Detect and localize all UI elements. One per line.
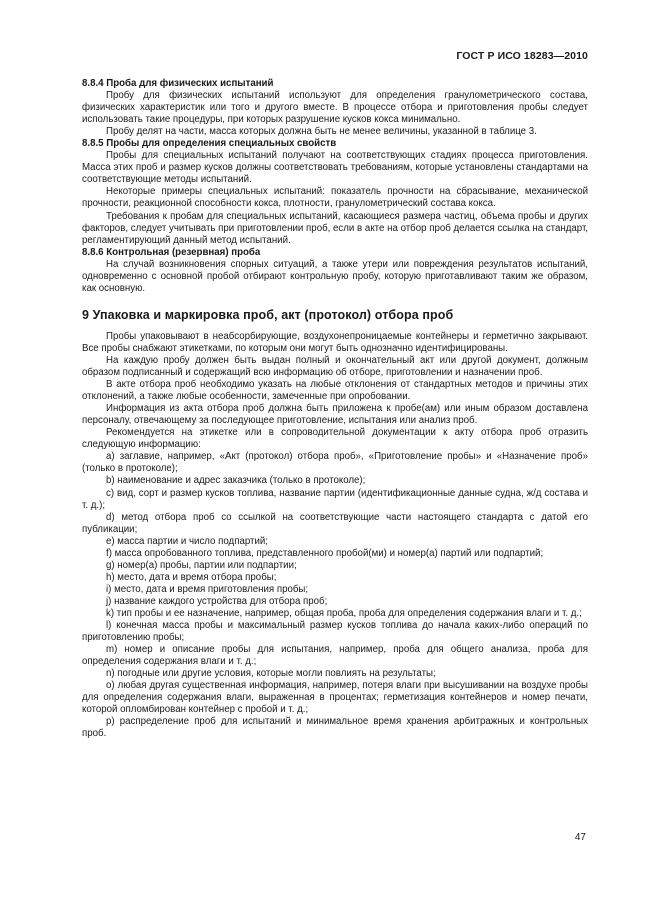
section-8-8-4-paragraph-1: Пробу для физических испытаний используют для определения гранулометрического состава, физических характеристик или того и другого вместе. В процессе отбора и приготовления пробы следует использовать такие процедуры, при которых разрушение кусков кокса минимально.	[82, 90, 588, 126]
section-9-paragraph-1: Пробы упаковывают в неабсорбирующие, воздухонепроницаемые контейнеры и герметично закрывают. Все пробы снабжают этикетками, по которым они могут быть однозначно идентифицированы.	[82, 330, 588, 354]
section-8-8-5-paragraph-1: Пробы для специальных испытаний получают на соответствующих стадиях процесса приготовления. Масса этих проб и размер кусков должны соответствовать требованиям, которые установлены стандартами на соответствующие методы испытаний.	[82, 150, 588, 186]
list-item: l) конечная масса пробы и максимальный размер кусков топлива до начала каких-либо операций по приготовлению пробы;	[82, 620, 588, 644]
section-8-8-6-paragraph-1: На случай возникновения спорных ситуаций, а также утери или повреждения результатов испытаний, одновременно с основной пробой отбирают контрольную пробу, которую приготавливают таким же образом, как основную.	[82, 258, 588, 294]
list-item: e) масса партии и число подпартий;	[106, 535, 268, 547]
section-9-paragraph-3: В акте отбора проб необходимо указать на любые отклонения от стандартных методов и причины этих отклонений, а также любые особенности, замеченные при опробовании.	[82, 379, 588, 403]
section-8-8-5-paragraph-3: Требования к пробам для специальных испытаний, касающиеся размера частиц, объема пробы и других факторов, следует учитывать при приготовлении проб, если в акте на отбор проб делается ссылка на стандарт, регламентирующий данный метод испытаний.	[82, 210, 588, 246]
list-item: b) наименование и адрес заказчика (только в протоколе);	[106, 475, 366, 487]
list-item: g) номер(а) пробы, партии или подпартии;	[106, 559, 297, 571]
list-item: i) место, дата и время приготовления пробы;	[106, 583, 309, 595]
section-8-8-6-title: 8.8.6 Контрольная (резервная) проба	[82, 246, 261, 258]
section-9-paragraph-5: Рекомендуется на этикетке или в сопроводительной документации к акту отбора проб отразить следующую информацию:	[82, 427, 588, 451]
list-item: d) метод отбора проб со ссылкой на соответствующие части настоящего стандарта с датой его публикации;	[82, 511, 588, 535]
document-header: ГОСТ Р ИСО 18283—2010	[456, 50, 588, 62]
section-8-8-5-paragraph-2: Некоторые примеры специальных испытаний: показатель прочности на сбрасывание, механической прочности, реакционной способности кокса, плотности, гранулометрический состава кокса.	[82, 186, 588, 210]
list-item: m) номер и описание пробы для испытания, например, проба для общего анализа, проба для определения содержания влаги и т. д.;	[82, 644, 588, 668]
section-9-paragraph-2: На каждую пробу должен быть выдан полный и окончательный акт или другой документ, должным образом подписанный и содержащий всю информацию об отборе, приготовлении и назначении проб.	[82, 354, 588, 379]
section-8-8-4-title: 8.8.4 Проба для физических испытаний	[82, 78, 274, 89]
list-item: o) любая другая существенная информация, например, потеря влаги при высушивании на воздухе пробы для определения содержания влаги, выраженная в процентах; герметизация контейнеров и номер печати, которой опломбирован контейнер с пробой и т. д.;	[82, 680, 588, 716]
section-9-paragraph-4: Информация из акта отбора проб должна быть приложена к пробе(ам) или иным образом доставлена персоналу, отвечающему за последующее приготовление, испытания или анализ проб.	[82, 403, 588, 427]
list-item: а) заглавие, например, «Акт (протокол) отбора проб», «Приготовление пробы» и «Назначение проб» (только в протоколе);	[82, 451, 588, 475]
list-item: p) распределение проб для испытаний и минимальное время хранения арбитражных и контрольных проб.	[82, 716, 588, 740]
list-item: c) вид, сорт и размер кусков топлива, название партии (идентификационные данные судна, ж/д состава и т. д.);	[82, 487, 588, 511]
list-item: n) погодные или другие условия, которые могли повлиять на результаты;	[106, 668, 436, 680]
section-8-8-5-title: 8.8.5 Пробы для определения специальных свойств	[82, 138, 337, 150]
page-content	[82, 78, 588, 740]
list-item: f) масса опробованного топлива, представленного пробой(ми) и номер(а) партий или подпартий;	[106, 547, 544, 559]
section-8-8-4-paragraph-2: Пробу делят на части, масса которых должна быть не менее величины, указанной в таблице 3.	[106, 126, 537, 138]
page-number: 47	[574, 832, 586, 843]
list-item: k) тип пробы и ее назначение, например, общая проба, проба для определения содержания влаги и т. д.;	[106, 607, 582, 619]
list-item: j) название каждого устройства для отбора проб;	[106, 595, 328, 607]
list-item: h) место, дата и время отбора пробы;	[106, 571, 277, 583]
section-9-heading: 9 Упаковка и маркировка проб, акт (протокол) отбора проб	[82, 307, 454, 322]
